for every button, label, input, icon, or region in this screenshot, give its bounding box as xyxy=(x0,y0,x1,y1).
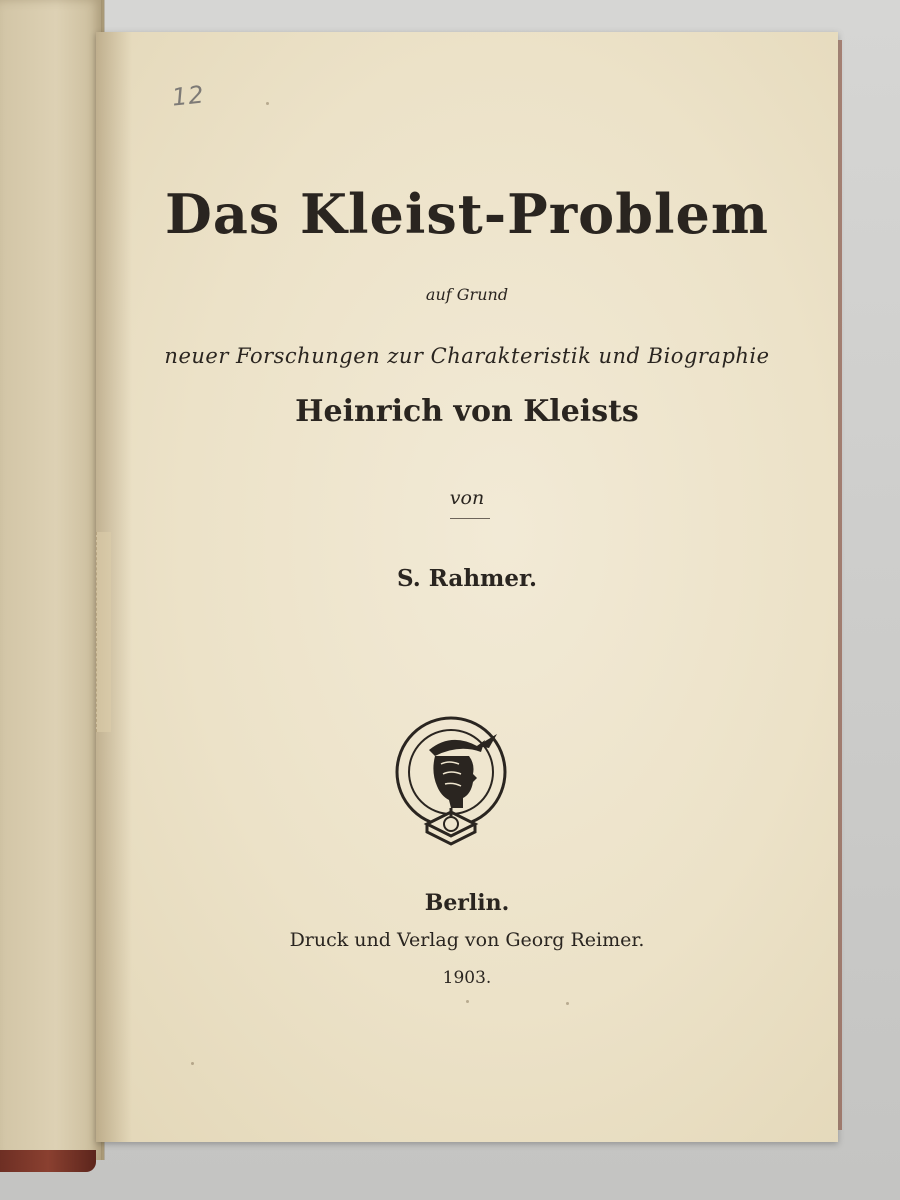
subtitle-intro: auf Grund xyxy=(425,285,509,304)
foxing-speck xyxy=(191,1062,194,1065)
divider-rule xyxy=(450,518,490,519)
left-flyleaf-page xyxy=(0,0,104,1160)
title-page xyxy=(96,32,838,1142)
imprint-city: Berlin. xyxy=(424,890,510,916)
cover-edge-bottom xyxy=(0,1150,96,1172)
by-word: von xyxy=(449,487,485,509)
binding-repair-strip xyxy=(96,532,111,732)
imprint-publisher: Druck und Verlag von Georg Reimer. xyxy=(289,929,645,951)
subject-name: Heinrich von Kleists xyxy=(295,394,639,429)
pencil-annotation: 12 xyxy=(170,80,206,112)
publisher-device-mercury-head-icon xyxy=(389,712,513,854)
foxing-speck xyxy=(566,1002,569,1005)
author-name: S. Rahmer. xyxy=(396,565,538,592)
book-subtitle: neuer Forschungen zur Charakteristik und Biographie xyxy=(164,344,770,368)
foxing-speck xyxy=(466,1000,469,1003)
foxing-speck xyxy=(266,102,269,105)
imprint-year: 1903. xyxy=(442,968,492,988)
book-title: Das Kleist-Problem xyxy=(165,182,769,246)
